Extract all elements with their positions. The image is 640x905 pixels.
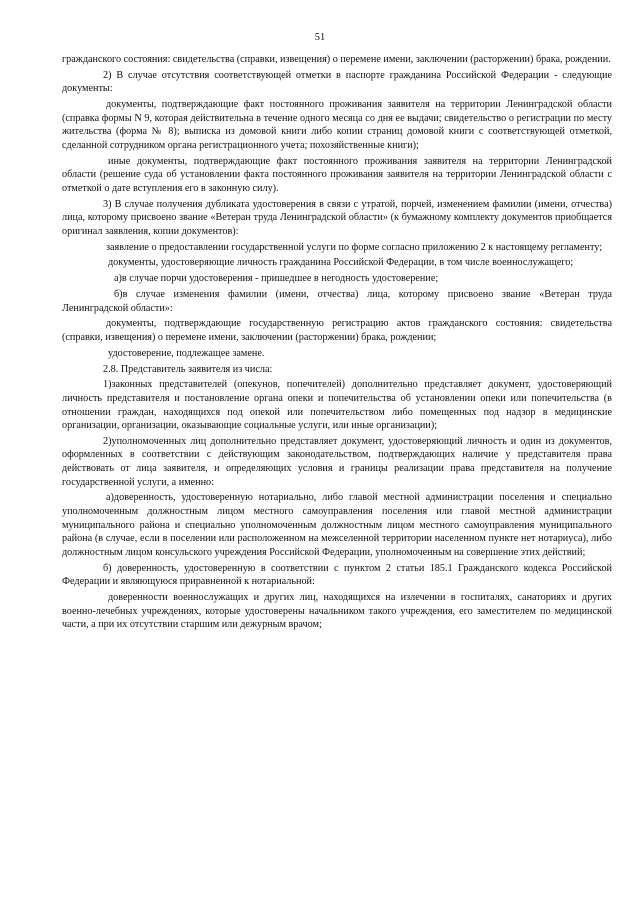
paragraph-5: 3) В случае получения дубликата удостоверения в связи с утратой, порчей, изменением фамилии (имени, отчества) лица, которому присвоено звание «Ветеран труда Ленинградской области» (к бумажному комплекту документов приобщается оригинал заявления, копии документов):	[62, 198, 612, 237]
document-body	[62, 53, 612, 634]
paragraph-7: документы, удостоверяющие личность гражданина Российской Федерации, в том числе военнослужащего;	[108, 257, 574, 269]
paragraph-11: удостоверение, подлежащее замене.	[108, 347, 265, 359]
paragraph-6: заявление о предоставлении государственной услуги по форме согласно приложению 2 к настоящему регламенту;	[106, 241, 603, 253]
paragraph-14: 2)уполномоченных лиц дополнительно представляет документ, удостоверяющий личность и один из документов, оформленных в соответствии с действующим законодательством, подтверждающих наличие у представителя права действовать от лица заявителя, и определяющих условия и границы реализации права представителя на получение государственной услуги, а именно:	[62, 435, 612, 488]
paragraph-3: документы, подтверждающие факт постоянного проживания заявителя на территории Ленинградской области (справка формы N 9, которая действительна в течение одного месяца со дня ее выдачи; свидетельство о регистрации по месту жительства (форма № 8); выписка из домовой книги либо копии страниц домовой книги с соответствующей отметкой, сделанной сотрудником органа регистрационного учета; похозяйственные книги);	[62, 99, 612, 151]
paragraph-4: иные документы, подтверждающие факт постоянного проживания заявителя на территории Ленинградской области (решение суда об установлении факта постоянного проживания заявителя на территории Ленинградской области с отметкой о дате вступления его в законную силу).	[62, 155, 612, 194]
paragraph-9: б)в случае изменения фамилии (имени, отчества) лица, которому присвоено звание «Ветеран труда Ленинградской области»:	[62, 289, 612, 314]
paragraph-1: гражданского состояния: свидетельства (справки, извещения) о перемене имени, заключении (расторжении) брака, рождении.	[62, 54, 611, 65]
paragraph-10: документы, подтверждающие государственную регистрацию актов гражданского состояния: свидетельства (справки, извещения) о перемене имени, заключении (расторжении) брака, рождении;	[62, 318, 612, 343]
paragraph-2: 2) В случае отсутствия соответствующей отметки в паспорте гражданина Российской Федерации - следующие документы:	[62, 69, 612, 95]
paragraph-15: а)доверенность, удостоверенную нотариально, либо главой местной администрации поселения и специально уполномоченным должностным лицом местного самоуправления поселения или главой местной администрации муниципального района и специально уполномоченным должностным лицом местного самоуправления муниципального района (в случае, если в поселении или расположенном на межселенной территории населенном пункте нет нотариуса), либо должностным лицом консульского учреждения Российской Федерации, уполномоченным на совершение этих действий;	[62, 492, 612, 558]
paragraph-17: доверенности военнослужащих и других лиц, находящихся на излечении в госпиталях, санаториях и других военно-лечебных учреждениях, которые удостоверены начальником такого учреждения, его заместителем по медицинской части, а при их отсутствии старшим или дежурным врачом;	[62, 591, 612, 631]
paragraph-12: 2.8. Представитель заявителя из числа:	[103, 363, 273, 375]
paragraph-8: а)в случае порчи удостоверения - пришедшее в негодность удостоверение;	[114, 273, 439, 285]
paragraph-16: б) доверенность, удостоверенную в соответствии с пунктом 2 статьи 185.1 Гражданского кодекса Российской Федерации и являющуюся приравненной к нотариальной:	[62, 562, 612, 588]
page-number: 51	[314, 32, 326, 43]
paragraph-13: 1)законных представителей (опекунов, попечителей) дополнительно представляет документ, удостоверяющий личность представителя и постановление органа опеки и попечительства об установлении опеки или попечительства (в отношении граждан, находящихся под опекой или попечительством либо помещенных под надзор в медицинские организации, организации, оказывающие социальные услуги, или иные организации);	[62, 379, 612, 432]
